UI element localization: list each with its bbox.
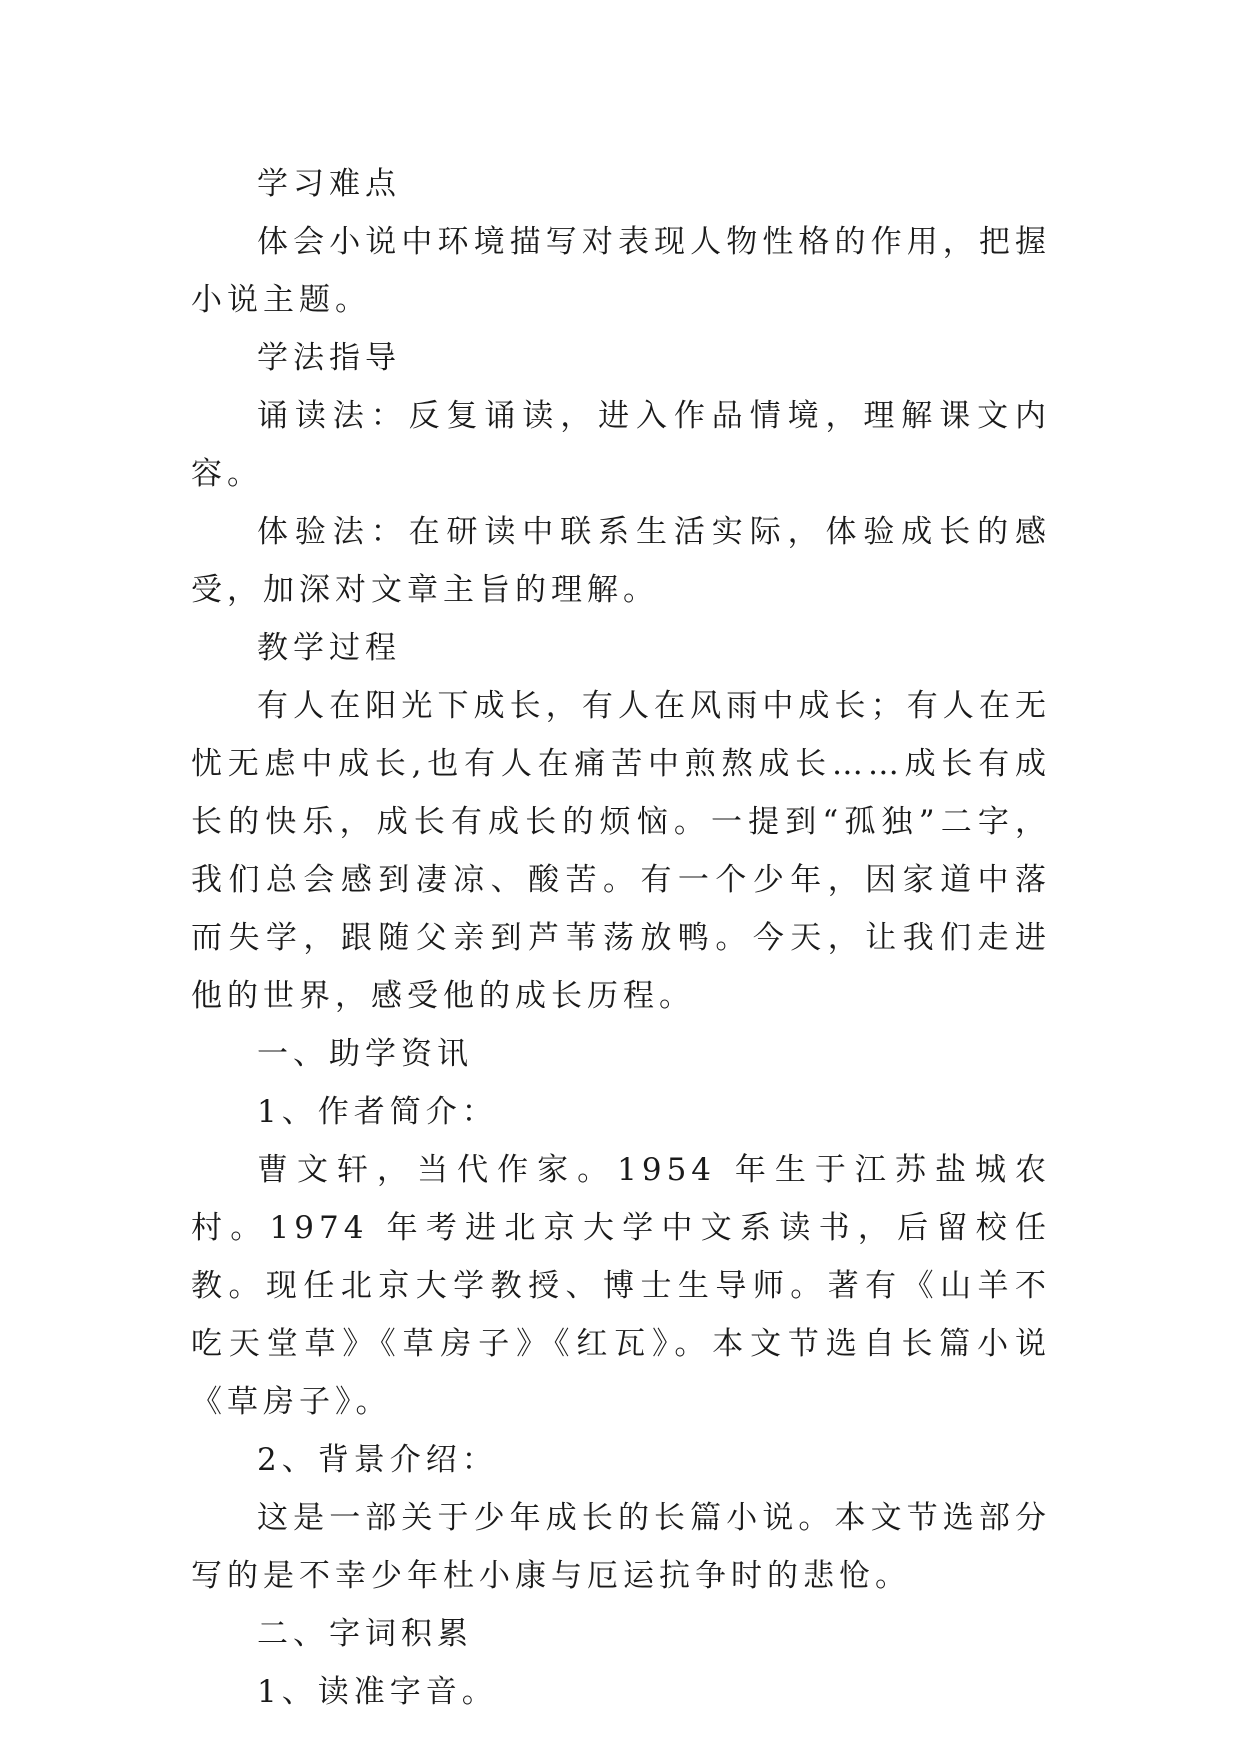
paragraph: 体会小说中环境描写对表现人物性格的作用，把握小说主题。: [191, 224, 1051, 318]
paragraph: 这是一部关于少年成长的长篇小说。本文节选部分写的是不幸少年杜小康与厄运抗争时的悲怆。: [191, 1500, 1051, 1594]
subsection-heading: 1、读准字音。: [257, 1674, 498, 1710]
section-heading: 二、字词积累: [257, 1616, 473, 1652]
subsection-heading: 1、作者简介：: [257, 1094, 498, 1130]
section-heading: 学法指导: [257, 340, 401, 376]
section-heading: 学习难点: [257, 166, 401, 202]
section-heading: 一、助学资讯: [257, 1036, 473, 1072]
subsection-heading: 2、背景介绍：: [257, 1442, 498, 1478]
paragraph: 有人在阳光下成长，有人在风雨中成长；有人在无忧无虑中成长,也有人在痛苦中煎熬成长……成长有成长的快乐，成长有成长的烦恼。一提到“孤独”二字，我们总会感到凄凉、酸苦。有一个少年，因家道中落而失学，跟随父亲到芦苇荡放鸭。今天，让我们走进他的世界，感受他的成长历程。: [191, 688, 1051, 1014]
paragraph: 体验法：在研读中联系生活实际，体验成长的感受，加深对文章主旨的理解。: [191, 514, 1051, 608]
paragraph: 诵读法：反复诵读，进入作品情境，理解课文内容。: [191, 398, 1051, 492]
document-body: [191, 155, 1051, 1721]
paragraph: 曹文轩，当代作家。1954 年生于江苏盐城农村。1974 年考进北京大学中文系读书，后留校任教。现任北京大学教授、博士生导师。著有《山羊不吃天堂草》《草房子》《红瓦》。本文节选自长篇小说《草房子》。: [191, 1152, 1051, 1420]
section-heading: 教学过程: [257, 630, 401, 666]
